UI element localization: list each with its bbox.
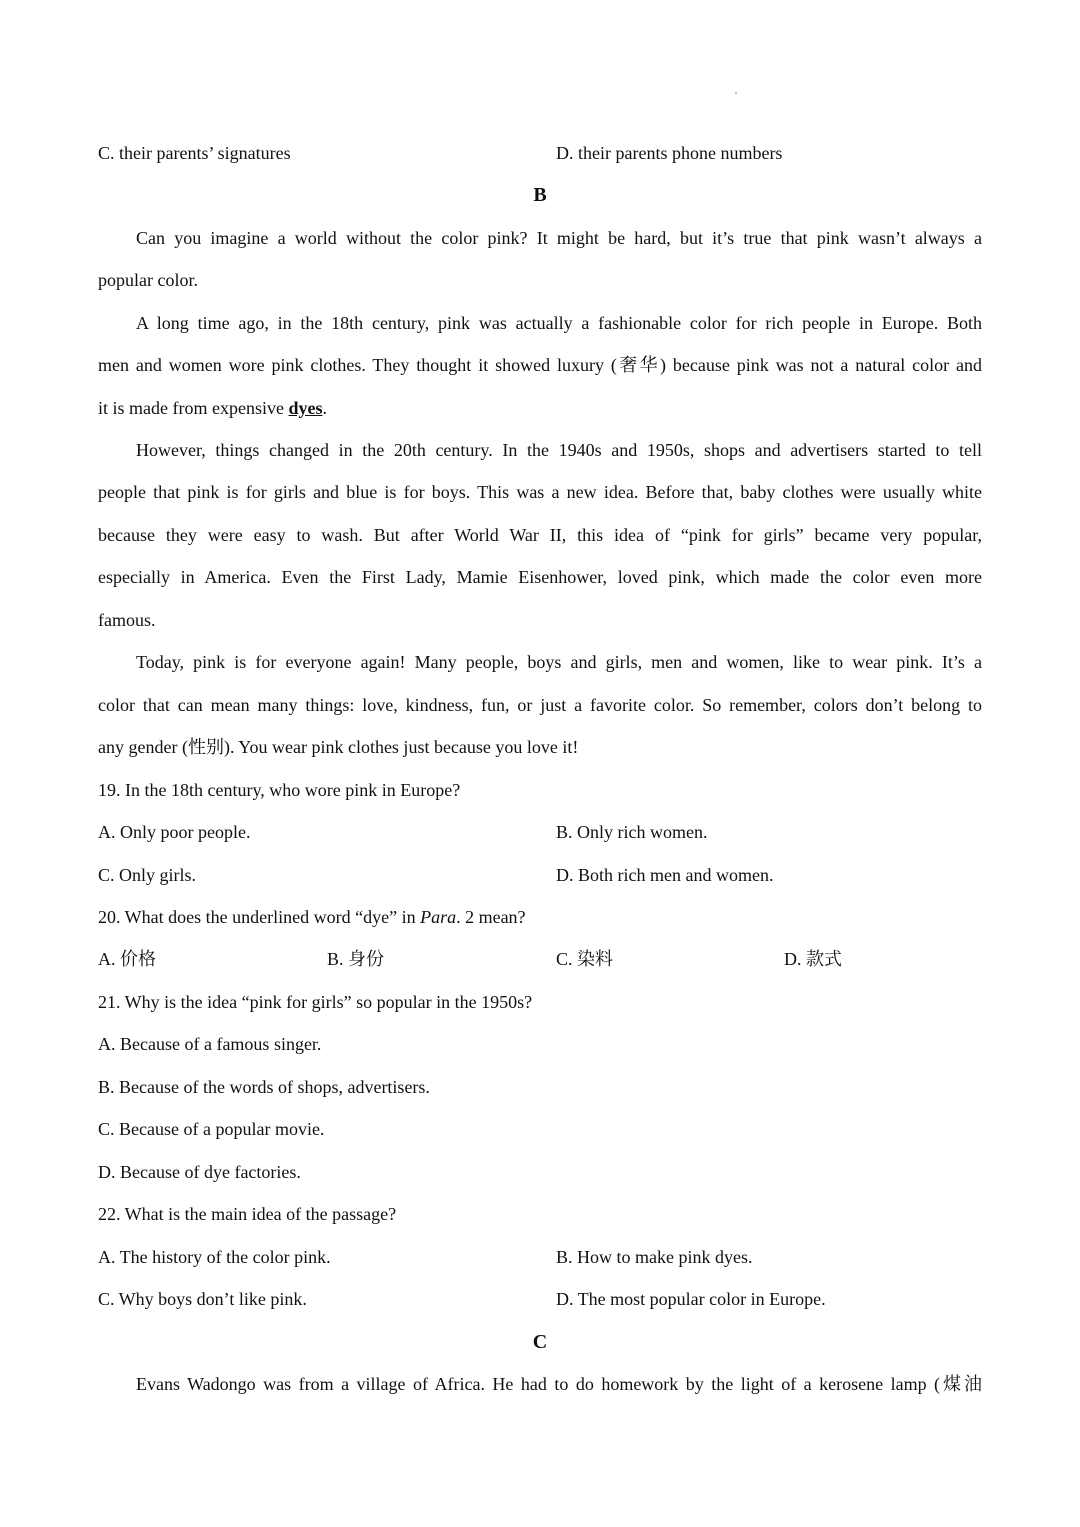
b-p4-line2: color that can mean many things: love, kindness, fun, or just a favorite color. So remember, colors don’t belong to [98,695,982,715]
b-p2-text: it is made from expensive [98,398,289,418]
option-d-prev: D. their parents phone numbers [556,143,783,163]
b-p4-line3: any gender (性别). You wear pink clothes just because you love it! [98,737,579,757]
q20-stem [98,906,526,928]
q22-option-b: B. How to make pink dyes. [556,1247,753,1267]
b-p3-line5: famous. [98,610,156,630]
c-p1-line1: Evans Wadongo was from a village of Africa. He had to do homework by the light of a kerosene lamp (煤油 [136,1374,982,1394]
b-p3-line3: because they were easy to wash. But after World War II, this idea of “pink for girls” became very popular, [98,525,982,545]
underlined-word-dyes: dyes [288,398,323,418]
option-c-prev: C. their parents’ signatures [98,143,291,163]
q22-option-c: C. Why boys don’t like pink. [98,1289,307,1309]
section-b-heading: B [533,184,547,206]
section-c-heading: C [532,1331,548,1353]
b-p3-line2: people that pink is for girls and blue is for boys. This was a new idea. Before that, baby clothes were usually white [98,482,982,502]
q19-option-c: C. Only girls. [98,865,197,885]
b-p4-line1: Today, pink is for everyone again! Many people, boys and girls, men and women, like to wear pink. It’s a [136,652,982,672]
q21-option-a: A. Because of a famous singer. [98,1034,322,1054]
q19-option-a: A. Only poor people. [98,822,251,842]
q21-option-c: C. Because of a popular movie. [98,1119,325,1139]
q20-option-d: D. 款式 [784,949,842,969]
q20-stem-italic: Para [420,907,457,927]
q22-stem: 22. What is the main idea of the passage? [98,1204,397,1224]
b-p2-line1: A long time ago, in the 18th century, pink was actually a fashionable color for rich people in Europe. Both [136,313,982,333]
q20-option-c: C. 染料 [556,949,614,969]
b-p3-line1: However, things changed in the 20th century. In the 1940s and 1950s, shops and advertisers started to tell [136,440,982,460]
q19-option-b: B. Only rich women. [556,822,708,842]
q19-option-d: D. Both rich men and women. [556,865,774,885]
q20-option-b: B. 身份 [327,949,385,969]
scan-speck [735,92,737,94]
b-p2-line2: men and women wore pink clothes. They thought it showed luxury (奢华) because pink was not a natural color and [98,355,982,375]
q19-stem: 19. In the 18th century, who wore pink in Europe? [98,780,461,800]
b-p3-line4: especially in America. Even the First Lady, Mamie Eisenhower, loved pink, which made the color even more [98,567,982,587]
q22-option-d: D. The most popular color in Europe. [556,1289,826,1309]
b-p1-line2: popular color. [98,270,198,290]
b-p2-line3 [98,397,982,419]
q21-option-b: B. Because of the words of shops, advertisers. [98,1077,430,1097]
q20-stem-end: . 2 mean? [456,907,526,927]
b-p2-period: . [322,398,327,418]
q21-option-d: D. Because of dye factories. [98,1162,301,1182]
q20-option-a: A. 价格 [98,949,156,969]
q21-stem: 21. Why is the idea “pink for girls” so popular in the 1950s? [98,992,533,1012]
q20-stem-text: 20. What does the underlined word “dye” in [98,907,421,927]
b-p1-line1: Can you imagine a world without the color pink? It might be hard, but it’s true that pink wasn’t always a [136,228,982,248]
q22-option-a: A. The history of the color pink. [98,1247,331,1267]
